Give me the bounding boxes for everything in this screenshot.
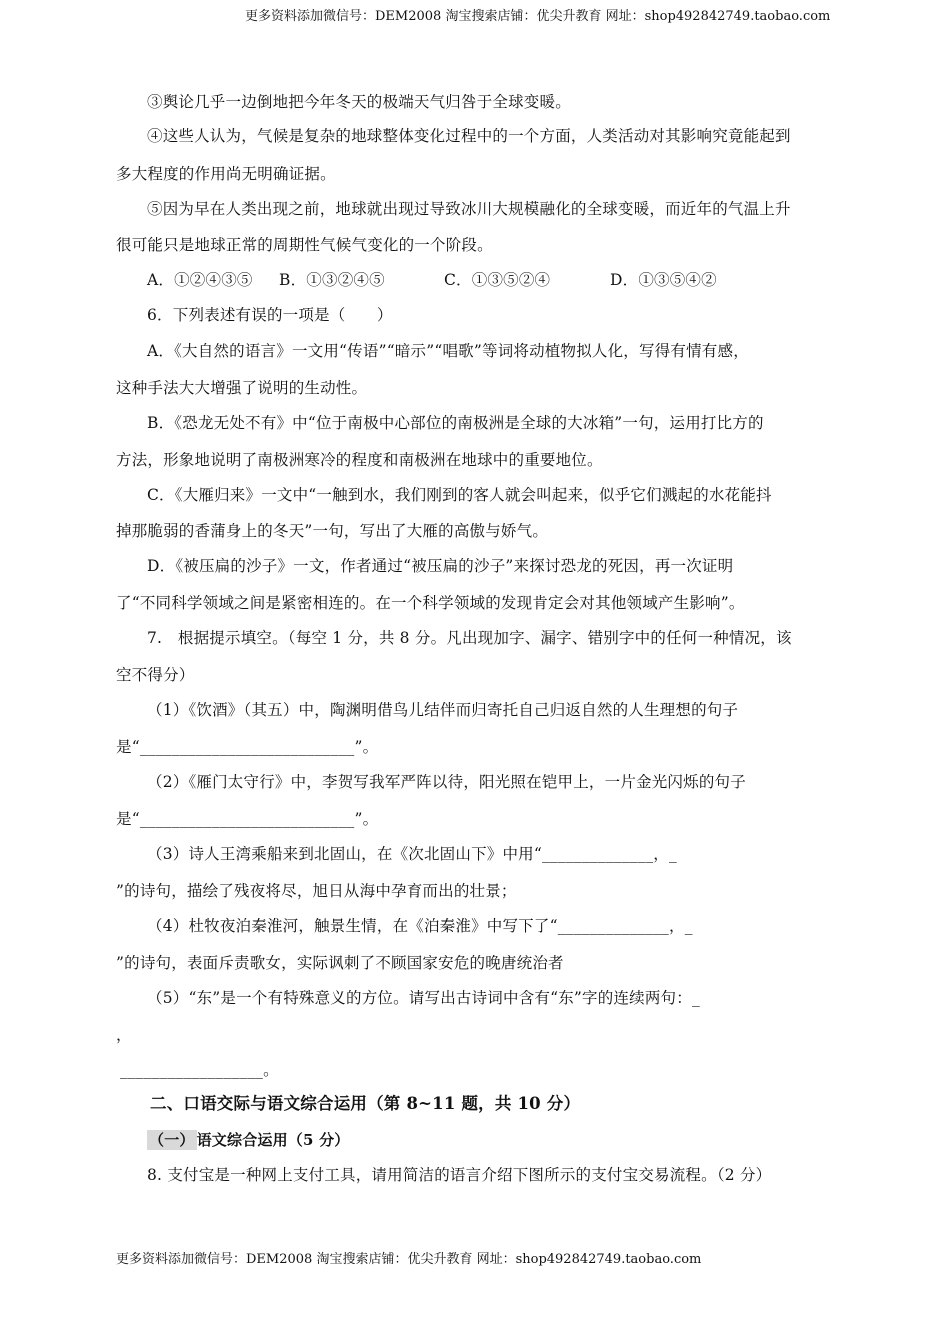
- q7-part2-blank[interactable]: 是“___________________________”。: [116, 810, 379, 828]
- q8-stem: 8. 支付宝是一种网上支付工具，请用简洁的语言介绍下图所示的支付宝交易流程。（2 分）: [147, 1166, 772, 1184]
- q7-part5-prompt[interactable]: （5）“东”是一个有特殊意义的方位。请写出古诗词中含有“东”字的连续两句：_: [147, 989, 700, 1007]
- q5-option-a: A．①②④③⑤: [147, 271, 253, 289]
- q5-option-d: D．①③⑤④②: [610, 271, 717, 289]
- q7-part1-blank[interactable]: 是“___________________________”。: [116, 738, 379, 756]
- q5-statement-4-line2: 多大程度的作用尚无明确证据。: [116, 165, 336, 183]
- q6-option-b-line2: 方法，形象地说明了南极洲寒冷的程度和南极洲在地球中的重要地位。: [116, 451, 603, 469]
- q7-part5-comma: ，: [116, 1026, 132, 1044]
- q7-part2-prompt: （2）《雁门太守行》中，李贺写我军严阵以待，阳光照在铠甲上，一片金光闪烁的句子: [147, 773, 746, 791]
- page-footer: 更多资料添加微信号：DEM2008 淘宝搜索店铺：优尖升教育 网址：shop492842749.taobao.com: [116, 1252, 702, 1267]
- subtitle-highlight-tag: （一）: [149, 1131, 195, 1149]
- q6-option-d-line1: D．《被压扁的沙子》一文，作者通过“被压扁的沙子”来探讨恐龙的死因，再一次证明: [147, 557, 734, 575]
- q6-stem: 6．下列表述有误的一项是（ ）: [147, 306, 393, 324]
- subtitle-text: 语文综合运用（5 分）: [196, 1131, 350, 1149]
- q5-option-b: B．①③②④⑤: [279, 271, 385, 289]
- q7-part4-prompt[interactable]: （4）杜牧夜泊秦淮河，触景生情，在《泊秦淮》中写下了“______________，_: [147, 917, 693, 935]
- q5-statement-3: ③舆论几乎一边倒地把今年冬天的极端天气归咎于全球变暖。: [147, 93, 571, 111]
- q7-part3-continuation: ”的诗句，描绘了残夜将尽，旭日从海中孕育而出的壮景；: [116, 882, 517, 900]
- q7-part1-prompt: （1）《饮酒》（其五）中，陶渊明借鸟儿结伴而归寄托自己归返自然的人生理想的句子: [147, 701, 739, 719]
- q5-option-c: C．①③⑤②④: [444, 271, 551, 289]
- q6-option-b-line1: B．《恐龙无处不有》中“位于南极中心部位的南极洲是全球的大冰箱”一句，运用打比方的: [147, 414, 764, 432]
- q5-statement-5-line2: 很可能只是地球正常的周期性气候气变化的一个阶段。: [116, 236, 493, 254]
- q7-part4-continuation: ”的诗句，表面斥责歌女，实际讽刺了不顾国家安危的晚唐统治者: [116, 954, 564, 972]
- q6-option-a-line1: A．《大自然的语言》一文用“传语”“暗示”“唱歌”等词将动植物拟人化，写得有情有感，: [147, 342, 749, 360]
- section2-title: 二、口语交际与语文综合运用（第 8~11 题，共 10 分）: [150, 1094, 581, 1113]
- q6-option-a-line2: 这种手法大大增强了说明的生动性。: [116, 379, 368, 397]
- q6-option-c-line2: 掉那脆弱的香蒲身上的冬天”一句，写出了大雁的高傲与娇气。: [116, 522, 549, 540]
- section2-subtitle: [147, 1130, 349, 1150]
- q6-option-d-line2: 了“不同科学领域之间是紧密相连的。在一个科学领域的发现肯定会对其他领域产生影响”。: [116, 594, 745, 612]
- page-header: 更多资料添加微信号：DEM2008 淘宝搜索店铺：优尖升教育 网址：shop492842749.taobao.com: [245, 9, 831, 24]
- q6-option-c-line1: C．《大雁归来》一文中“一触到水，我们刚到的客人就会叫起来，似乎它们溅起的水花能抖: [147, 486, 772, 504]
- q7-part5-blank[interactable]: __________________。: [120, 1061, 279, 1079]
- q7-stem-line1: 7. 根据提示填空。（每空 1 分，共 8 分。凡出现加字、漏字、错别字中的任何一种情况，该: [147, 629, 792, 647]
- q7-stem-line2: 空不得分）: [116, 666, 195, 684]
- q5-statement-5-line1: ⑤因为早在人类出现之前，地球就出现过导致冰川大规模融化的全球变暖，而近年的气温上升: [147, 200, 791, 218]
- q5-statement-4-line1: ④这些人认为，气候是复杂的地球整体变化过程中的一个方面，人类活动对其影响究竟能起到: [147, 127, 791, 145]
- q7-part3-prompt[interactable]: （3）诗人王湾乘船来到北固山，在《次北固山下》中用“______________，_: [147, 845, 677, 863]
